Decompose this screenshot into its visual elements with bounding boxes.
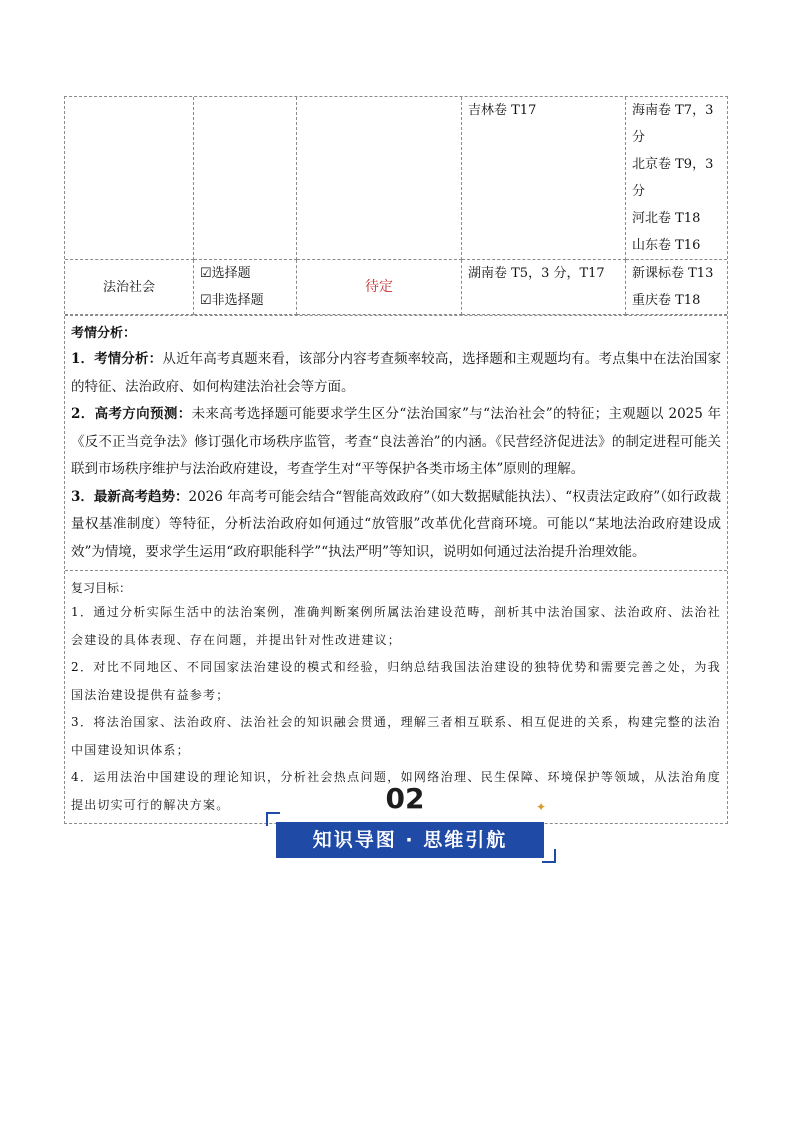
exam-item: 重庆卷 T18	[632, 293, 701, 308]
table-row	[65, 97, 727, 260]
exam-cell-2024: 吉林卷 T17	[462, 97, 626, 260]
analysis-text: 2026 年高考可能会结合“智能高效政府”（如大数据赋能执法）、“权责法定政府”（如行政裁量权基准制度）等特征，分析法治政府如何通过“放管服”改革优化营商环境。可能以“某地法治政府建设成效”为情境，要求学生运用“政府职能科学”“执法严明”等知识，说明如何通过法治提升治理效能。	[71, 488, 721, 560]
review-item: 2．对比不同地区、不同国家法治建设的模式和经验，归纳总结我国法治建设的独特优势和需要完善之处，为我国法治建设提供有益参考；	[71, 660, 721, 702]
exam-table-frame	[64, 96, 728, 824]
type-cell	[194, 260, 297, 315]
analysis-text: 未来高考选择题可能要求学生区分“法治国家”与“法治社会”的特征；主观题以 2025 年《反不正当竞争法》修订强化市场秩序监管，考查“良法善治”的内涵。《民营经济促进法》的制定进程可能关联到市场秩序维护与法治政府建设，考查学生对“平等保护各类市场主体”原则的理解。	[71, 406, 721, 477]
exam-cell-2025	[626, 260, 728, 315]
topic-cell: 法治社会	[65, 260, 194, 315]
review-item: 3．将法治国家、法治政府、法治社会的知识融会贯通，理解三者相互联系、相互促进的关系，构建完整的法治中国建设知识体系；	[71, 715, 721, 757]
topic-cell	[65, 97, 194, 260]
sparkle-icon: ✦	[536, 800, 547, 814]
analysis-lead: 2．高考方向预测：	[71, 406, 192, 422]
analysis-section	[65, 315, 727, 570]
exam-item: 北京卷 T9，3 分	[632, 157, 714, 199]
analysis-item	[71, 346, 721, 401]
review-title: 复习目标：	[71, 581, 132, 595]
type-cell	[194, 97, 297, 260]
analysis-title: 考情分析：	[71, 326, 137, 341]
exam-item: 新课标卷 T13	[632, 266, 714, 281]
analysis-lead: 3．最新高考趋势：	[71, 488, 189, 505]
score-cell: 待定	[297, 260, 462, 315]
exam-item: 山东卷 T16	[632, 238, 701, 253]
analysis-item	[71, 484, 721, 567]
exam-cell-2024: 湖南卷 T5，3 分，T17	[462, 260, 626, 315]
checkbox-nonchoice: ☑非选择题	[200, 293, 264, 308]
analysis-item	[71, 401, 721, 484]
section-number: 02	[385, 782, 425, 815]
exam-table	[65, 97, 727, 315]
checkbox-choice: ☑选择题	[200, 266, 251, 281]
section-banner: 知识导图 · 思维引航	[276, 822, 544, 858]
score-cell	[297, 97, 462, 260]
review-item: 1．通过分析实际生活中的法治案例，准确判断案例所属法治建设范畴，剖析其中法治国家、法治政府、法治社会建设的具体表现、存在问题，并提出针对性改进建议；	[71, 605, 721, 647]
analysis-text: 从近年高考真题来看，该部分内容考查频率较高，选择题和主观题均有。考点集中在法治国家的特征、法治政府、如何构建法治社会等方面。	[71, 351, 721, 395]
review-item: 4．运用法治中国建设的理论知识，分析社会热点问题，如网络治理、民生保障、环境保护等领域，从法治角度提出切实可行的解决方案。	[71, 770, 721, 812]
banner-corner-bracket	[542, 849, 556, 863]
exam-item: 河北卷 T18	[632, 211, 701, 226]
exam-item: 海南卷 T7，3 分	[632, 103, 714, 145]
exam-cell-2025	[626, 97, 728, 260]
analysis-lead: 1．考情分析：	[71, 351, 163, 367]
table-row	[65, 260, 727, 315]
